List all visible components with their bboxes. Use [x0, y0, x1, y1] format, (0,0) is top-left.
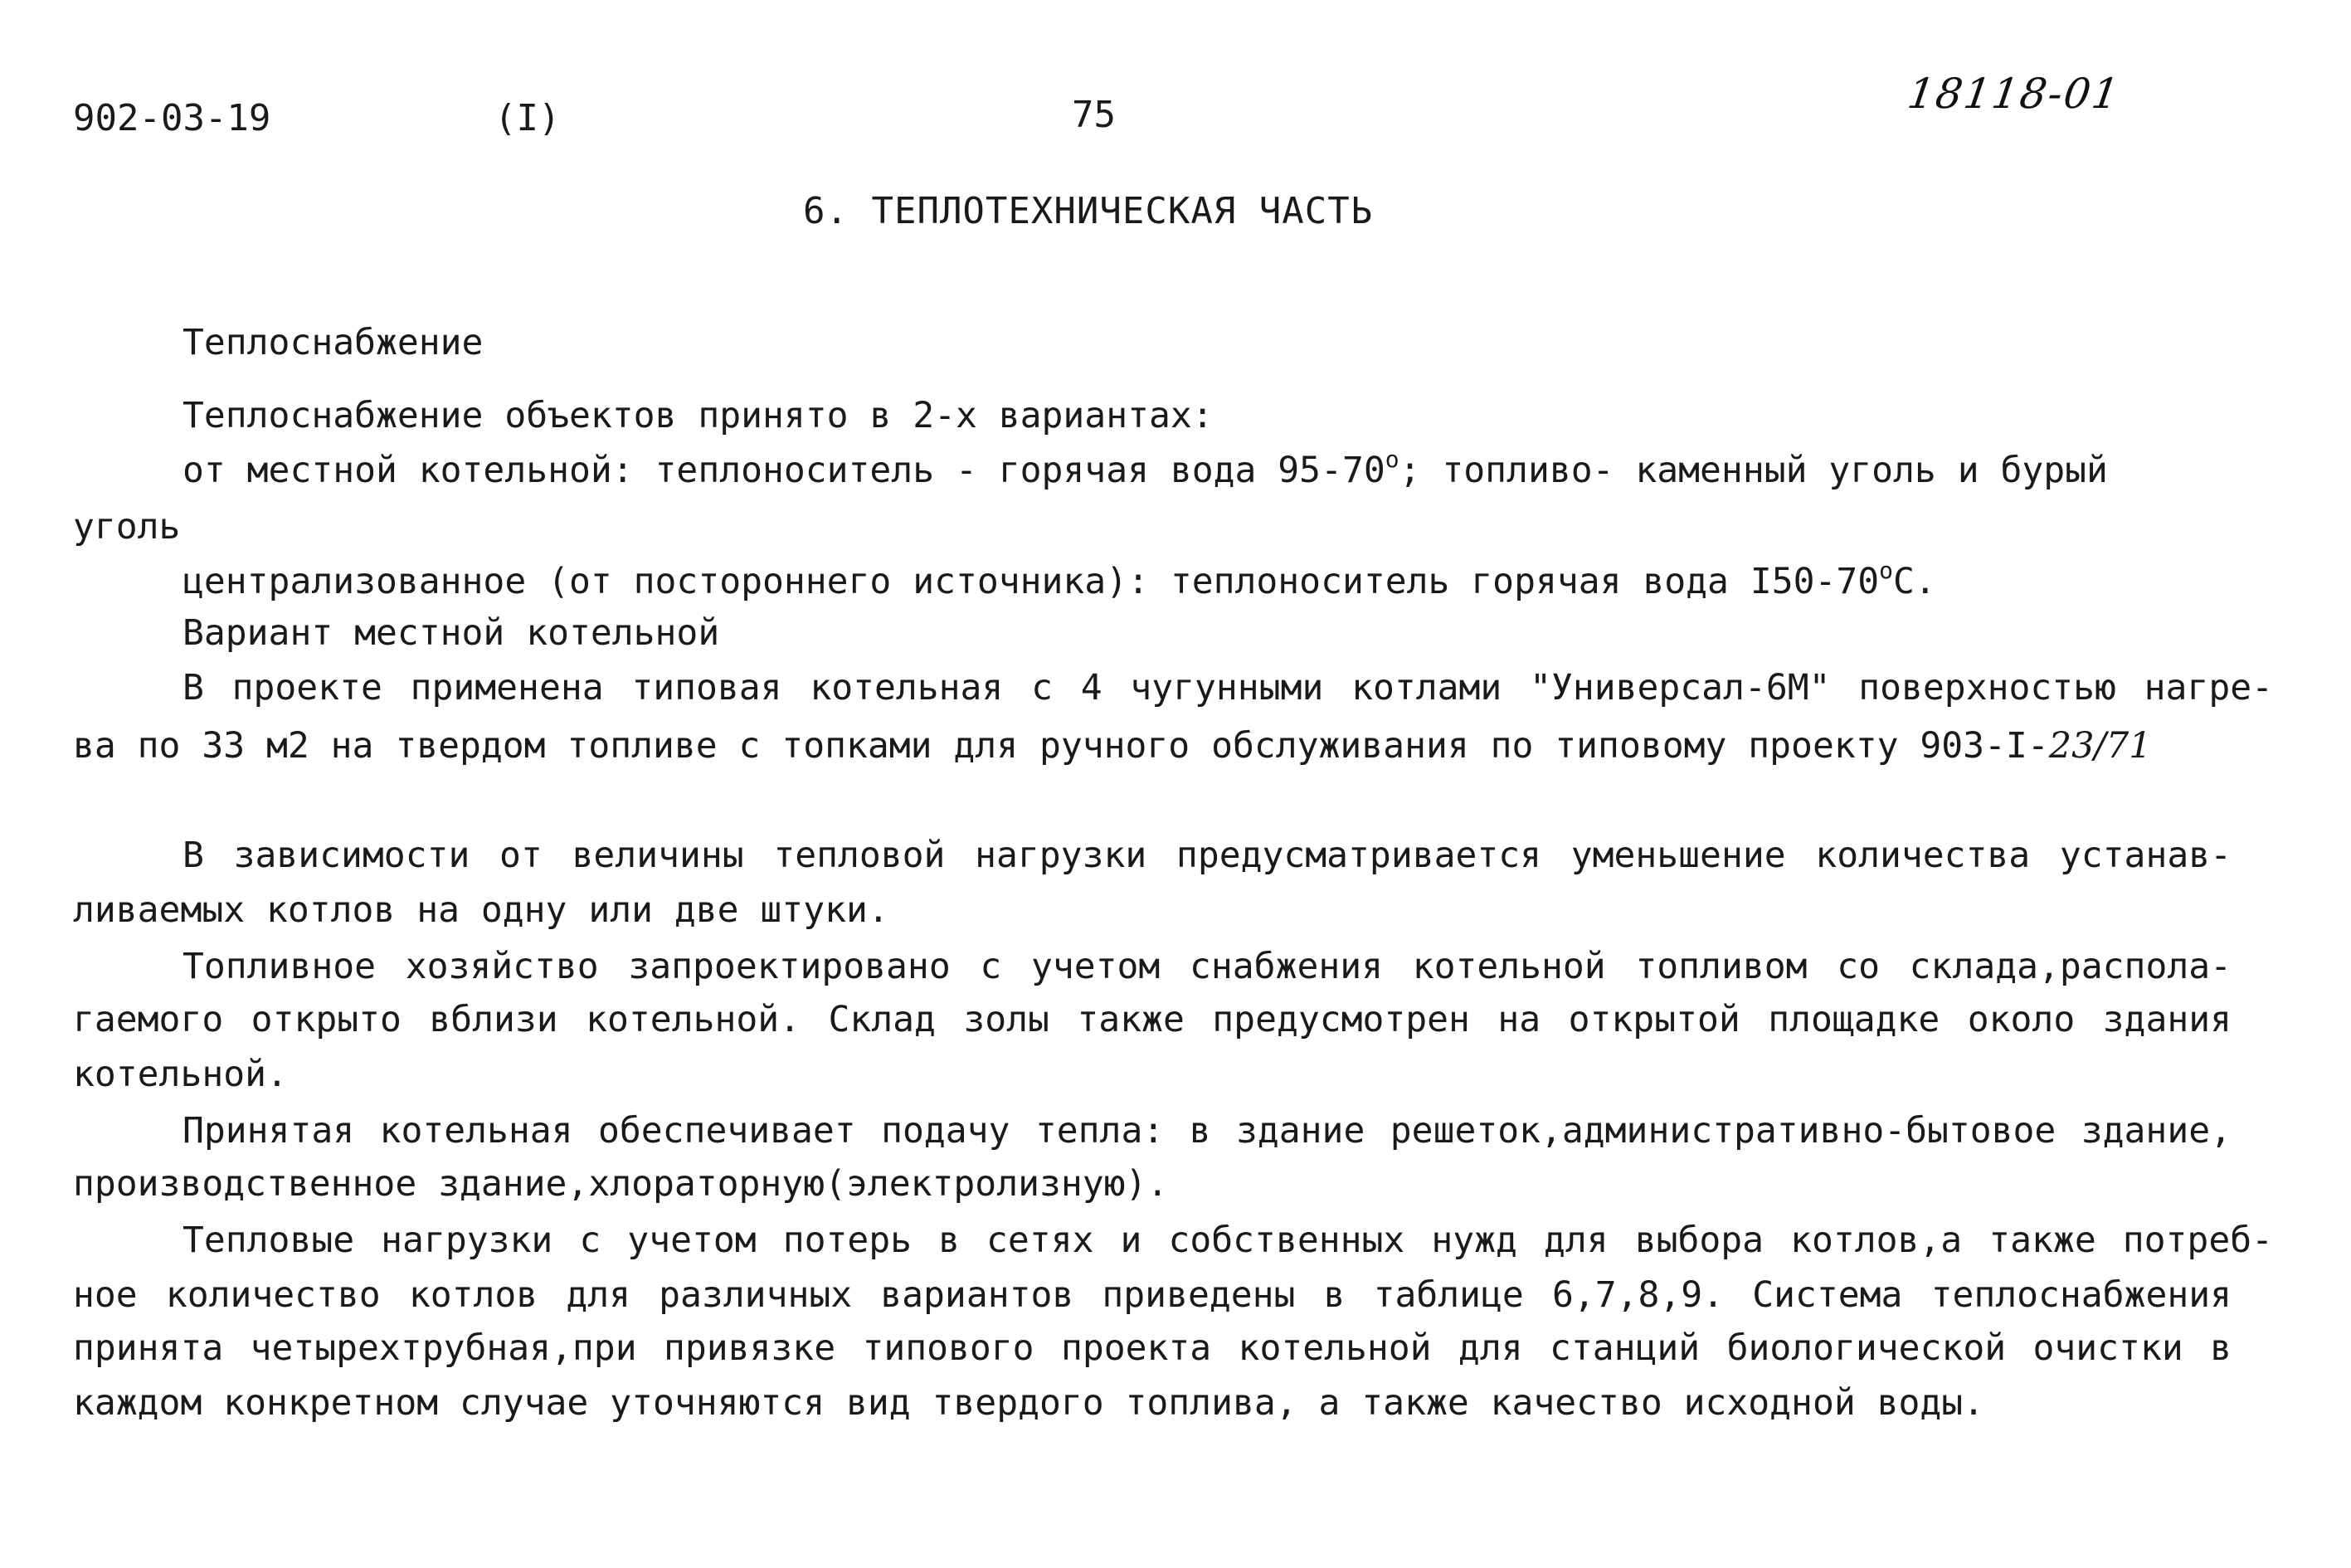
handwritten-number: 18118-01: [1904, 70, 2124, 118]
handwritten-fragment: 23/71: [2048, 725, 2152, 767]
page-number: 75: [1072, 94, 1116, 136]
text-line: каждом конкретном случае уточняются вид твердого топлива, а также качество исходной воды.: [73, 1382, 1985, 1424]
text-line: Вариант местной котельной: [183, 612, 720, 654]
text-line: производственное здание,хлораторную(электролизную).: [73, 1163, 1169, 1205]
text-line: [73, 723, 2152, 768]
text-line: [183, 448, 2108, 493]
subheading: Теплоснабжение: [183, 322, 484, 363]
text-fragment: централизованное (от постороннего источника): теплоноситель горячая вода I50-70: [183, 561, 1880, 602]
text-line: уголь: [73, 506, 181, 548]
text-line: ное количество котлов для различных вариантов приведены в таблице 6,7,8,9. Система теплоснабжения: [73, 1274, 2232, 1316]
volume-number: (I): [494, 97, 561, 139]
text-fragment: ; топливо- каменный уголь и бурый: [1399, 450, 2108, 491]
text-line: Топливное хозяйство запроектировано с учетом снабжения котельной топливом со склада,распола-: [183, 946, 2232, 987]
text-line: принята четырехтрубная,при привязке типового проекта котельной для станций биологической очистки в: [73, 1327, 2232, 1369]
text-fragment: ва по 33 м2 на твердом топливе с топками для ручного обслуживания по типовому проекту 903-I-: [73, 725, 2049, 767]
text-line: Тепловые нагрузки с учетом потерь в сетях и собственных нужд для выбора котлов,а также потреб-: [183, 1220, 2273, 1261]
degree-superscript: о: [1879, 557, 1894, 584]
text-line: ливаемых котлов на одну или две штуки.: [73, 889, 889, 931]
text-fragment: от местной котельной: теплоноситель - горячая вода 95-70: [183, 450, 1385, 491]
document-code: 902-03-19: [73, 97, 271, 139]
text-line: [183, 559, 1936, 604]
text-line: Теплоснабжение объектов принято в 2-х вариантах:: [183, 395, 1214, 436]
text-line: гаемого открыто вблизи котельной. Склад золы также предусмотрен на открытой площадке около здания: [73, 999, 2232, 1040]
text-line: котельной.: [73, 1054, 288, 1095]
text-line: Принятая котельная обеспечивает подачу тепла: в здание решеток,административно-бытовое здание,: [183, 1110, 2232, 1152]
text-line: В проекте применена типовая котельная с 4 чугунными котлами "Универсал-6М" поверхностью нагре-: [183, 667, 2273, 709]
degree-superscript: о: [1385, 446, 1399, 473]
text-fragment: С.: [1893, 561, 1936, 602]
text-line: В зависимости от величины тепловой нагрузки предусматривается уменьшение количества устанав-: [183, 835, 2232, 876]
section-title: 6. ТЕПЛОТЕХНИЧЕСКАЯ ЧАСТЬ: [803, 190, 1374, 232]
